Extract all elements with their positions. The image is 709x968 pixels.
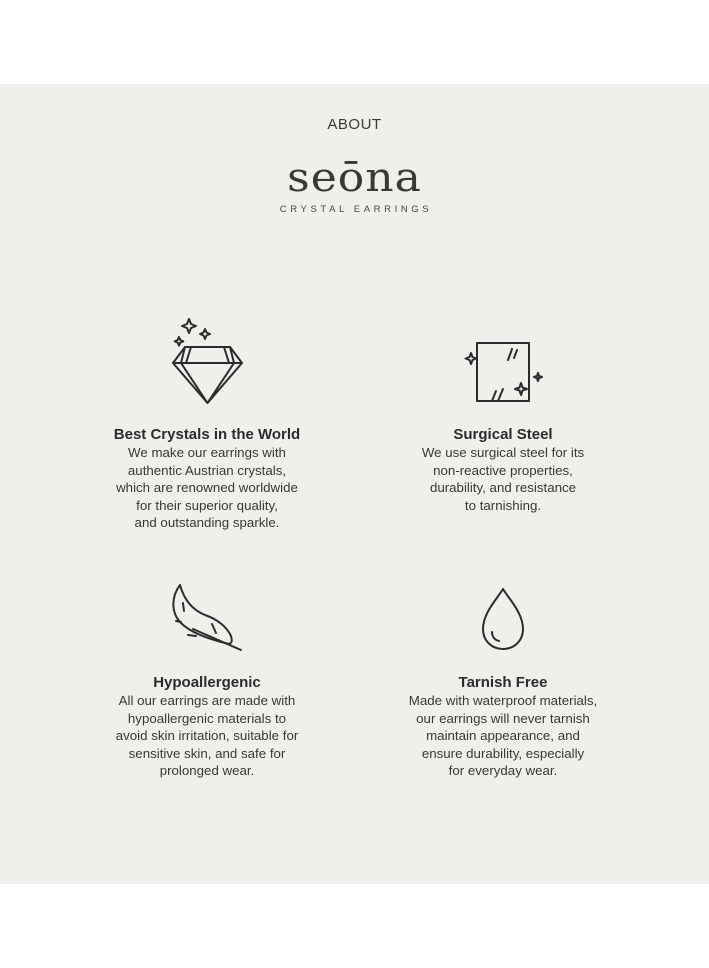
diamond-icon — [167, 317, 247, 412]
feature-description-line: Made with waterproof materials, — [408, 693, 598, 708]
feature-description-line: our earrings will never tarnish — [416, 710, 590, 726]
feature-description-line: non-reactive properties, — [433, 462, 573, 478]
feature-best-crystals — [92, 317, 322, 532]
feature-surgical-steel — [388, 317, 618, 514]
brand-name: seōna — [287, 154, 422, 201]
feature-description-line: avoid skin irritation, suitable for — [115, 728, 299, 743]
feature-description-line: We use surgical steel for its — [421, 445, 585, 460]
feature-description-line: for everyday wear. — [448, 763, 558, 778]
brand-tagline: CRYSTAL EARRINGS — [279, 204, 433, 215]
steel-plate-icon — [463, 317, 543, 412]
feature-title: Tarnish Free — [458, 674, 548, 691]
feature-description-line: which are renowned worldwide — [116, 480, 298, 495]
feature-description-line: sensitive skin, and safe for — [128, 745, 286, 761]
brand-logo — [0, 156, 709, 215]
feature-title: Best Crystals in the World — [113, 426, 301, 443]
feature-description-line: authentic Austrian crystals, — [127, 462, 287, 478]
about-section — [0, 84, 709, 884]
feature-description-line: ensure durability, especially — [421, 745, 585, 761]
feature-title: Surgical Steel — [453, 426, 553, 443]
feature-description-line: for their superior quality, — [136, 497, 278, 513]
feature-description-line: durability, and resistance — [429, 480, 577, 495]
feature-description-line: to tarnishing. — [464, 497, 542, 513]
feature-description-line: maintain appearance, and — [426, 728, 580, 743]
feature-hypoallergenic — [92, 581, 322, 780]
feature-description-line: All our earrings are made with — [118, 693, 296, 708]
feature-tarnish-free — [388, 581, 618, 780]
feature-description-line: prolonged wear. — [159, 763, 255, 778]
feature-description-line: and outstanding sparkle. — [134, 515, 280, 530]
feature-title: Hypoallergenic — [153, 674, 261, 691]
feather-icon — [167, 581, 247, 661]
feature-description-line: We make our earrings with — [128, 445, 286, 460]
feature-description-line: hypoallergenic materials to — [127, 710, 287, 726]
section-heading: ABOUT — [327, 116, 382, 133]
water-drop-icon — [463, 581, 543, 661]
